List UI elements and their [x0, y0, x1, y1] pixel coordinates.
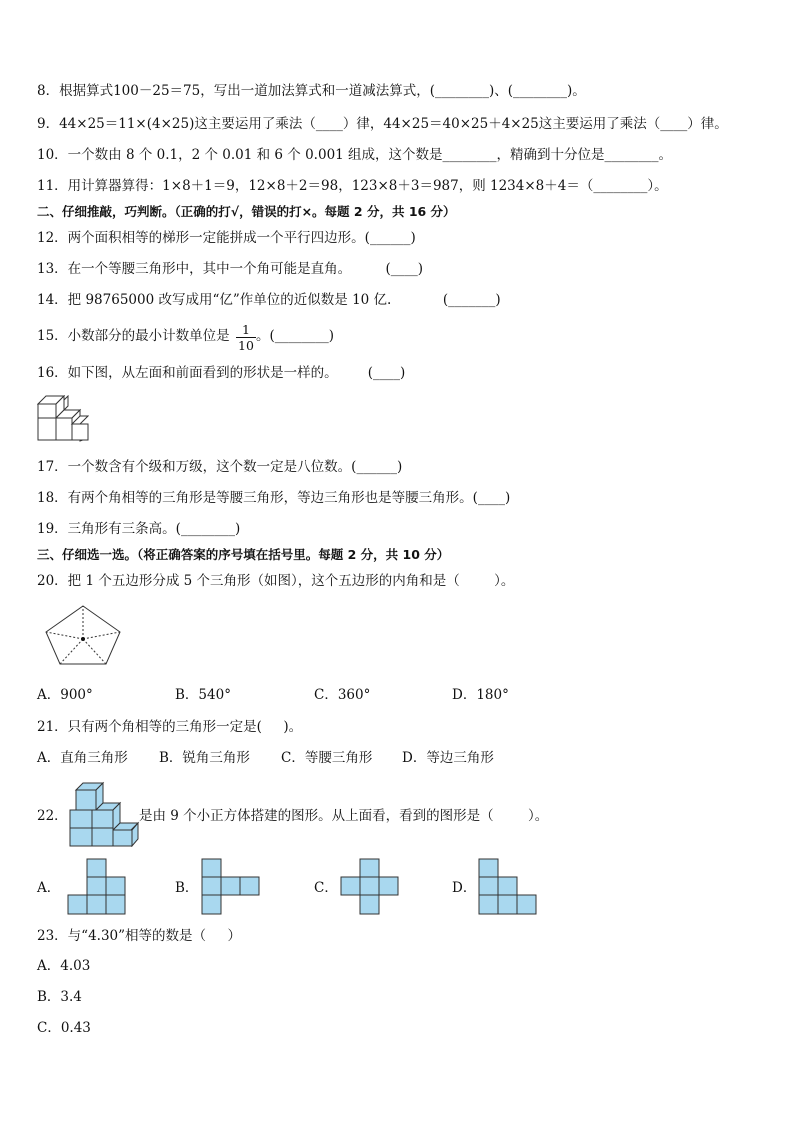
question-17: 17．一个数含有个级和万级，这个数一定是八位数。(______)	[37, 459, 403, 475]
question-22-number: 22．	[37, 808, 68, 824]
q22-option-a-shape	[67, 858, 127, 916]
q20-option-a: A．900°	[37, 687, 93, 703]
question-16: 16．如下图，从左面和前面看到的形状是一样的。 (____)	[37, 365, 406, 381]
question-9: 9．44×25＝11×(4×25)这主要运用了乘法（____）律，44×25＝40×25＋4×25这主要运用了乘法（____）律。	[37, 116, 728, 132]
q22-option-d: D．	[452, 880, 477, 896]
question-15-prefix: 15．小数部分的最小计数单位是	[37, 328, 230, 344]
q21-option-c: C．等腰三角形	[281, 750, 373, 766]
question-22-text: 是由 9 个小正方体搭建的图形。从上面看，看到的图形是（ ）。	[139, 808, 549, 824]
cube-building-figure	[66, 781, 140, 847]
question-23: 23．与“4.30”相等的数是（ ）	[37, 928, 241, 944]
q21-option-b: B．锐角三角形	[159, 750, 250, 766]
q21-option-a: A．直角三角形	[37, 750, 128, 766]
q22-option-b-shape	[201, 858, 261, 916]
question-15-suffix: 。(________)	[256, 328, 335, 344]
question-11: 11．用计算器算得：1×8＋1＝9，12×8＋2＝98，123×8＋3＝987，则 1234×8＋4＝（________）。	[37, 178, 668, 194]
question-18: 18．有两个角相等的三角形是等腰三角形，等边三角形也是等腰三角形。(____)	[37, 490, 511, 506]
question-14: 14．把 98765000 改写成用“亿”作单位的近似数是 10 亿. (_______)	[37, 292, 501, 308]
q20-option-d: D．180°	[452, 687, 509, 703]
q22-option-c: C．	[314, 880, 338, 896]
pentagon-figure	[44, 604, 122, 666]
q21-option-d: D．等边三角形	[402, 750, 494, 766]
question-20: 20．把 1 个五边形分成 5 个三角形（如图），这个五边形的内角和是（ ）。	[37, 573, 515, 589]
q22-option-c-shape	[340, 858, 400, 916]
fraction-denominator: 10	[236, 337, 256, 353]
fraction-one-tenth	[236, 322, 256, 353]
q22-option-d-shape	[478, 858, 538, 916]
fraction-numerator: 1	[242, 322, 250, 337]
q20-option-b: B．540°	[175, 687, 231, 703]
question-19: 19．三角形有三条高。(________)	[37, 521, 241, 537]
section-3-heading: 三、仔细选一选。（将正确答案的序号填在括号里。每题 2 分，共 10 分）	[37, 547, 450, 562]
q23-option-b: B．3.4	[37, 989, 82, 1005]
q22-option-b: B．	[175, 880, 199, 896]
question-21: 21．只有两个角相等的三角形一定是( )。	[37, 719, 303, 735]
q22-option-a: A．	[37, 880, 61, 896]
question-10: 10．一个数由 8 个 0.1，2 个 0.01 和 6 个 0.001 组成，这个数是________，精确到十分位是________。	[37, 147, 673, 163]
q20-option-c: C．360°	[314, 687, 371, 703]
question-8: 8．根据算式100－25＝75，写出一道加法算式和一道减法算式，(________)、(________)。	[37, 83, 586, 99]
question-13: 13．在一个等腰三角形中，其中一个角可能是直角。 (____)	[37, 261, 424, 277]
cube-stack-figure	[37, 395, 89, 443]
section-2-heading: 二、仔细推敲，巧判断。（正确的打√，错误的打×。每题 2 分，共 16 分）	[37, 204, 456, 219]
q23-option-c: C．0.43	[37, 1020, 91, 1036]
question-12: 12．两个面积相等的梯形一定能拼成一个平行四边形。(______)	[37, 230, 416, 246]
q23-option-a: A．4.03	[37, 958, 91, 974]
